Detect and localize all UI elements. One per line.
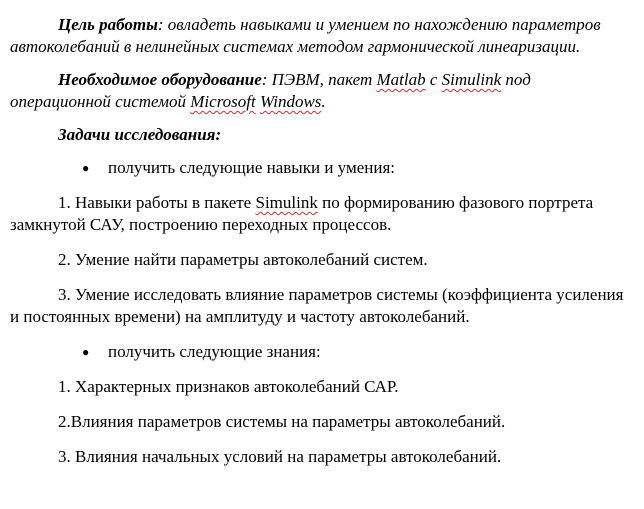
knowledge-item-1: 1. Характерных признаков автоколебаний САР.	[58, 377, 399, 396]
spell-word-windows: Windows	[260, 92, 322, 111]
spell-word-simulink: Simulink	[441, 70, 502, 89]
equipment-text-1: : ПЭВМ, пакет	[261, 70, 377, 89]
skill-item-2: 2. Умение найти параметры автоколебаний систем.	[58, 250, 428, 269]
bullet-knowledge	[10, 341, 634, 363]
skill-item-1	[10, 192, 634, 236]
skill-item-3: 3. Умение исследовать влияние параметров системы (коэффициента усиления и постоянных времени) на амплитуду и частоту автоколебаний.	[10, 285, 624, 326]
goal-paragraph	[10, 14, 634, 58]
skill-item-1-text-a: 1. Навыки работы в пакете	[58, 193, 256, 212]
equipment-text-5: .	[321, 92, 326, 111]
bullet-knowledge-text: получить следующие знания:	[108, 342, 321, 361]
bullet-skills	[10, 157, 634, 179]
bullet-skills-text: получить следующие навыки и умения:	[108, 158, 395, 177]
equipment-label: Необходимое оборудование	[58, 70, 262, 89]
tasks-heading: Задачи исследования:	[58, 125, 222, 144]
equipment-text-2: с	[425, 70, 442, 89]
knowledge-item-3: 3. Влияния начальных условий на параметры автоколебаний.	[58, 447, 502, 466]
bullet-dot-icon: ●	[82, 345, 90, 359]
spell-word-matlab: Matlab	[376, 70, 426, 89]
spell-word-simulink-2: Simulink	[255, 193, 318, 212]
spell-word-microsoft: Microsoft	[190, 92, 256, 111]
bullet-dot-icon: ●	[82, 161, 90, 175]
knowledge-item-2: 2.Влияния параметров системы на параметры автоколебаний.	[58, 412, 506, 431]
equipment-text-3: под операционной системой	[10, 70, 531, 111]
skill-item-1-text-b: по формированию фазового портрета замкнутой САУ, построению переходных процессов.	[10, 193, 594, 234]
equipment-paragraph	[10, 69, 634, 113]
goal-text: : овладеть навыками и умением по нахождению параметров автоколебаний в нелинейных системах методом гармонической линеаризации.	[10, 15, 601, 56]
goal-label: Цель работы	[58, 15, 158, 34]
